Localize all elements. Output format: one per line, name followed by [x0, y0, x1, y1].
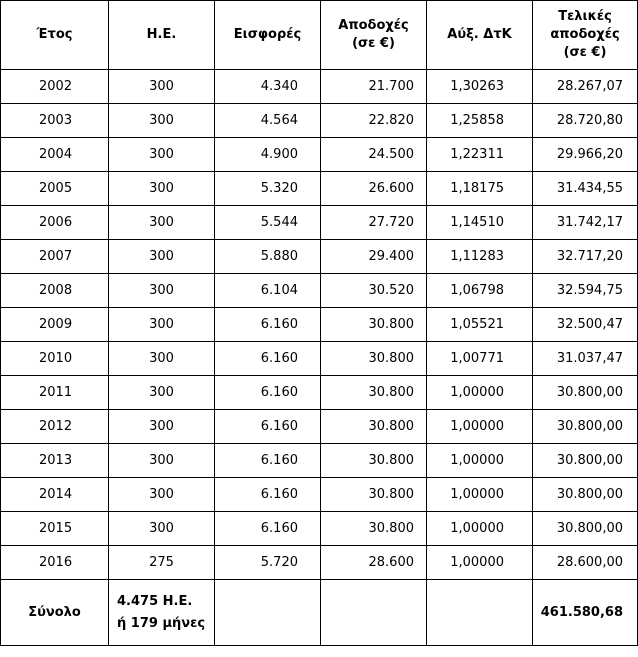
- header-row: [1, 1, 638, 70]
- cell-contributions: 4.900: [215, 138, 321, 172]
- cell-earnings: 24.500: [321, 138, 427, 172]
- total-contributions-empty: [215, 580, 321, 646]
- cell-final-earnings: 28.720,80: [533, 104, 638, 138]
- table-body: [1, 70, 638, 580]
- cell-he: 300: [109, 308, 215, 342]
- cell-adjustment: 1,22311: [427, 138, 533, 172]
- cell-final-earnings: 30.800,00: [533, 410, 638, 444]
- cell-adjustment: 1,00000: [427, 410, 533, 444]
- table-row: [1, 478, 638, 512]
- table-row: [1, 104, 638, 138]
- table-row: [1, 172, 638, 206]
- cell-year: 2009: [1, 308, 109, 342]
- cell-adjustment: 1,11283: [427, 240, 533, 274]
- table-row: [1, 512, 638, 546]
- cell-final-earnings: 31.434,55: [533, 172, 638, 206]
- cell-adjustment: 1,25858: [427, 104, 533, 138]
- cell-adjustment: 1,05521: [427, 308, 533, 342]
- cell-final-earnings: 30.800,00: [533, 376, 638, 410]
- table-row: [1, 274, 638, 308]
- cell-year: 2011: [1, 376, 109, 410]
- total-final-earnings: 461.580,68: [533, 580, 638, 646]
- cell-adjustment: 1,00000: [427, 444, 533, 478]
- cell-final-earnings: 30.800,00: [533, 444, 638, 478]
- cell-final-earnings: 28.600,00: [533, 546, 638, 580]
- cell-adjustment: 1,30263: [427, 70, 533, 104]
- cell-he: 300: [109, 444, 215, 478]
- cell-earnings: 28.600: [321, 546, 427, 580]
- cell-final-earnings: 31.742,17: [533, 206, 638, 240]
- table-row: [1, 376, 638, 410]
- cell-earnings: 30.800: [321, 410, 427, 444]
- cell-earnings: 30.800: [321, 512, 427, 546]
- cell-final-earnings: 30.800,00: [533, 512, 638, 546]
- cell-contributions: 6.160: [215, 308, 321, 342]
- table-row: [1, 138, 638, 172]
- cell-contributions: 6.160: [215, 444, 321, 478]
- cell-adjustment: 1,14510: [427, 206, 533, 240]
- cell-contributions: 5.720: [215, 546, 321, 580]
- table-row: [1, 546, 638, 580]
- cell-year: 2008: [1, 274, 109, 308]
- table-row: [1, 444, 638, 478]
- cell-earnings: 29.400: [321, 240, 427, 274]
- cell-earnings: 30.800: [321, 376, 427, 410]
- cell-he: 300: [109, 512, 215, 546]
- cell-final-earnings: 31.037,47: [533, 342, 638, 376]
- cell-final-earnings: 30.800,00: [533, 478, 638, 512]
- total-row: [1, 580, 638, 646]
- cell-year: 2013: [1, 444, 109, 478]
- table-row: [1, 70, 638, 104]
- cell-final-earnings: 32.594,75: [533, 274, 638, 308]
- table-row: [1, 410, 638, 444]
- cell-year: 2002: [1, 70, 109, 104]
- cell-earnings: 27.720: [321, 206, 427, 240]
- cell-contributions: 5.320: [215, 172, 321, 206]
- cell-final-earnings: 29.966,20: [533, 138, 638, 172]
- cell-he: 300: [109, 342, 215, 376]
- cell-earnings: 30.800: [321, 342, 427, 376]
- cell-he: 300: [109, 478, 215, 512]
- cell-contributions: 6.160: [215, 342, 321, 376]
- cell-adjustment: 1,00000: [427, 376, 533, 410]
- cell-contributions: 5.880: [215, 240, 321, 274]
- cell-year: 2015: [1, 512, 109, 546]
- cell-final-earnings: 32.500,47: [533, 308, 638, 342]
- cell-contributions: 6.160: [215, 376, 321, 410]
- cell-he: 300: [109, 274, 215, 308]
- cell-year: 2004: [1, 138, 109, 172]
- total-earnings-empty: [321, 580, 427, 646]
- cell-contributions: 5.544: [215, 206, 321, 240]
- cell-contributions: 4.340: [215, 70, 321, 104]
- cell-he: 300: [109, 206, 215, 240]
- cell-adjustment: 1,18175: [427, 172, 533, 206]
- total-he-months: ή 179 μήνες: [117, 615, 206, 631]
- table-row: [1, 206, 638, 240]
- cell-contributions: 6.104: [215, 274, 321, 308]
- cell-earnings: 30.800: [321, 444, 427, 478]
- cell-earnings: 22.820: [321, 104, 427, 138]
- total-label: Σύνολο: [1, 580, 109, 646]
- cell-earnings: 30.800: [321, 478, 427, 512]
- cell-year: 2012: [1, 410, 109, 444]
- cell-earnings: 26.600: [321, 172, 427, 206]
- cell-contributions: 6.160: [215, 512, 321, 546]
- cell-contributions: 6.160: [215, 410, 321, 444]
- cell-adjustment: 1,00771: [427, 342, 533, 376]
- cell-year: 2007: [1, 240, 109, 274]
- cell-earnings: 30.800: [321, 308, 427, 342]
- header-adjustment: Αύξ. ΔτΚ: [427, 1, 533, 70]
- cell-earnings: 21.700: [321, 70, 427, 104]
- total-he-units: 4.475 Η.Ε.: [117, 593, 193, 609]
- cell-year: 2010: [1, 342, 109, 376]
- table-row: [1, 342, 638, 376]
- cell-contributions: 4.564: [215, 104, 321, 138]
- cell-he: 300: [109, 240, 215, 274]
- cell-he: 300: [109, 104, 215, 138]
- total-he-cell: [109, 580, 215, 646]
- header-final-earnings: Τελικές αποδοχές (σε €): [533, 1, 638, 70]
- cell-adjustment: 1,00000: [427, 478, 533, 512]
- cell-he: 300: [109, 376, 215, 410]
- header-contributions: Εισφορές: [215, 1, 321, 70]
- cell-he: 300: [109, 138, 215, 172]
- cell-adjustment: 1,06798: [427, 274, 533, 308]
- cell-he: 300: [109, 410, 215, 444]
- cell-final-earnings: 28.267,07: [533, 70, 638, 104]
- cell-final-earnings: 32.717,20: [533, 240, 638, 274]
- cell-he: 300: [109, 172, 215, 206]
- cell-adjustment: 1,00000: [427, 546, 533, 580]
- cell-contributions: 6.160: [215, 478, 321, 512]
- cell-year: 2016: [1, 546, 109, 580]
- table-row: [1, 308, 638, 342]
- header-year: Έτος: [1, 1, 109, 70]
- table-row: [1, 240, 638, 274]
- header-earnings: Αποδοχές (σε €): [321, 1, 427, 70]
- cell-year: 2014: [1, 478, 109, 512]
- cell-year: 2005: [1, 172, 109, 206]
- cell-adjustment: 1,00000: [427, 512, 533, 546]
- cell-he: 275: [109, 546, 215, 580]
- cell-he: 300: [109, 70, 215, 104]
- total-adjustment-empty: [427, 580, 533, 646]
- header-he: Η.Ε.: [109, 1, 215, 70]
- cell-year: 2003: [1, 104, 109, 138]
- cell-earnings: 30.520: [321, 274, 427, 308]
- cell-year: 2006: [1, 206, 109, 240]
